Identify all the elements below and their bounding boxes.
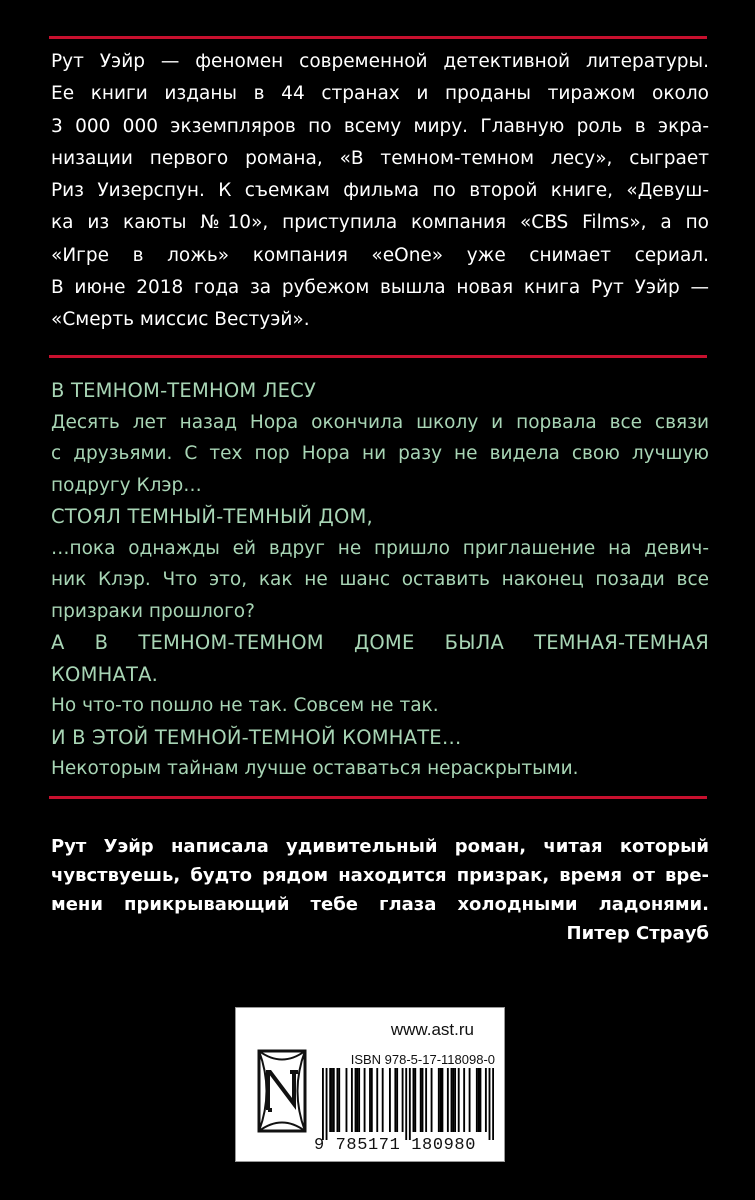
barcode-bar xyxy=(405,1068,407,1140)
bio-line: «Смерть миссис Вестуэй». xyxy=(51,309,310,331)
book-blurb xyxy=(51,375,709,785)
barcode-panel xyxy=(235,1007,505,1162)
barcode-bar xyxy=(414,1068,416,1132)
review-line: мени прикрывающий тебе глаза холодными ладонями. xyxy=(51,894,709,915)
barcode-bar xyxy=(478,1068,480,1132)
review-line: чувствуешь, будто рядом находится призрак, время от вре- xyxy=(51,865,709,886)
barcode-bar xyxy=(402,1068,404,1132)
barcode-bar xyxy=(358,1068,360,1132)
barcode-bar xyxy=(431,1068,433,1132)
ean-digits: 9 785171 180980 xyxy=(314,1136,477,1155)
barcode-bar xyxy=(346,1068,348,1132)
blurb-line: Некоторым тайнам лучше оставаться нераскрытыми. xyxy=(51,758,579,779)
barcode-bar xyxy=(396,1068,398,1132)
barcode-bar xyxy=(458,1068,460,1132)
blurb-line: Десять лет назад Нора окончила школу и порвала все связи xyxy=(51,411,709,433)
bio-line: Риз Уизерспун. К съемкам фильма по второй книге, «Девуш- xyxy=(51,180,709,202)
publisher-website: www.ast.ru xyxy=(390,1020,474,1039)
barcode-bar xyxy=(329,1068,331,1132)
barcode-bar xyxy=(338,1068,340,1132)
bio-line: ка из каюты №10», приступила компания «CBS Films», а по xyxy=(51,212,709,234)
blurb-line: подругу Клэр… xyxy=(51,474,202,496)
barcode-bar xyxy=(394,1068,396,1132)
barcode-bar xyxy=(371,1068,373,1132)
barcode-bar xyxy=(480,1068,482,1132)
barcode-bar xyxy=(451,1068,453,1132)
blurb-line: призраки прошлого? xyxy=(51,600,255,622)
barcode-bar xyxy=(413,1068,415,1132)
barcode-bar xyxy=(389,1068,391,1132)
bio-line: Ее книги изданы в 44 странах и проданы тиражом около xyxy=(51,83,709,105)
barcode-bar xyxy=(333,1068,335,1132)
bottom-red-rule xyxy=(49,796,707,799)
bio-line: низации первого романа, «В темном-темном лесу», сыграет xyxy=(51,147,709,169)
bio-line: В июне 2018 года за рубежом вышла новая книга Рут Уэйр — xyxy=(51,277,709,299)
top-red-rule xyxy=(49,36,707,39)
blurb-caps-heading: СТОЯЛ ТЕМНЫЙ-ТЕМНЫЙ ДОМ, xyxy=(51,505,373,528)
barcode-bar xyxy=(438,1068,440,1132)
barcode-bar xyxy=(376,1068,378,1132)
barcode-bar xyxy=(420,1068,422,1132)
blurb-caps-heading: И В ЭТОЙ ТЕМНОЙ-ТЕМНОЙ КОМНАТЕ… xyxy=(51,725,462,749)
barcode-bar xyxy=(382,1068,384,1132)
bio-line: 3 000 000 экземпляров по всему миру. Главную роль в экра- xyxy=(51,115,709,137)
barcode-bar xyxy=(336,1068,338,1132)
barcode-bar xyxy=(476,1068,478,1132)
review-author: Питер Страуб xyxy=(566,923,709,944)
barcode-bar xyxy=(485,1068,487,1132)
blurb-caps-heading: КОМНАТА. xyxy=(51,662,159,686)
publisher-logo-icon xyxy=(256,1048,308,1134)
barcode-bar xyxy=(369,1068,371,1132)
barcode-bar xyxy=(463,1068,465,1132)
barcode-bar xyxy=(489,1068,491,1140)
barcode-bar xyxy=(454,1068,456,1132)
barcode-bar xyxy=(364,1068,366,1132)
blurb-line: …пока однажды ей вдруг не пришло приглашение на девич- xyxy=(51,537,709,559)
blurb-caps-heading: А В ТЕМНОМ-ТЕМНОМ ДОМЕ БЫЛА ТЕМНАЯ-ТЕМНАЯ xyxy=(51,631,709,654)
barcode-bar xyxy=(440,1068,442,1132)
bio-line: «Игре в ложь» компания «eOne» уже снимает сериал. xyxy=(51,244,709,266)
blurb-caps-heading: В ТЕМНОМ-ТЕМНОМ ЛЕСУ xyxy=(51,379,317,402)
barcode-bar xyxy=(452,1068,454,1132)
blurb-line: с друзьями. С тех пор Нора ни разу не видела свою лучшую xyxy=(51,443,709,464)
barcode-bar xyxy=(409,1068,411,1140)
barcode-bar xyxy=(469,1068,471,1132)
barcode-bar xyxy=(326,1068,328,1140)
barcode-bar xyxy=(355,1068,357,1132)
barcode-bar xyxy=(322,1068,324,1140)
blurb-line: ник Клэр. Что это, как не шанс оставить наконец позади все xyxy=(51,569,709,590)
blurb-line: Но что-то пошло не так. Совсем не так. xyxy=(51,695,439,716)
review-quote xyxy=(51,832,709,948)
barcode-bar xyxy=(492,1068,494,1140)
barcode-bar xyxy=(351,1068,353,1132)
barcode-bar xyxy=(447,1068,449,1132)
author-bio xyxy=(51,46,709,337)
ean-barcode xyxy=(322,1068,494,1140)
bio-line: Рут Уэйр — феномен современной детективной литературы. xyxy=(51,51,709,72)
middle-red-rule xyxy=(49,355,707,358)
barcode-bar xyxy=(422,1068,424,1132)
barcode-bar xyxy=(425,1068,427,1132)
barcode-bar xyxy=(441,1068,443,1132)
barcode-bar xyxy=(356,1068,358,1132)
isbn-label: ISBN 978-5-17-118098-0 xyxy=(350,1052,495,1067)
review-line: Рут Уэйр написала удивительный роман, читая который xyxy=(51,836,709,857)
barcode-bar xyxy=(331,1068,333,1132)
